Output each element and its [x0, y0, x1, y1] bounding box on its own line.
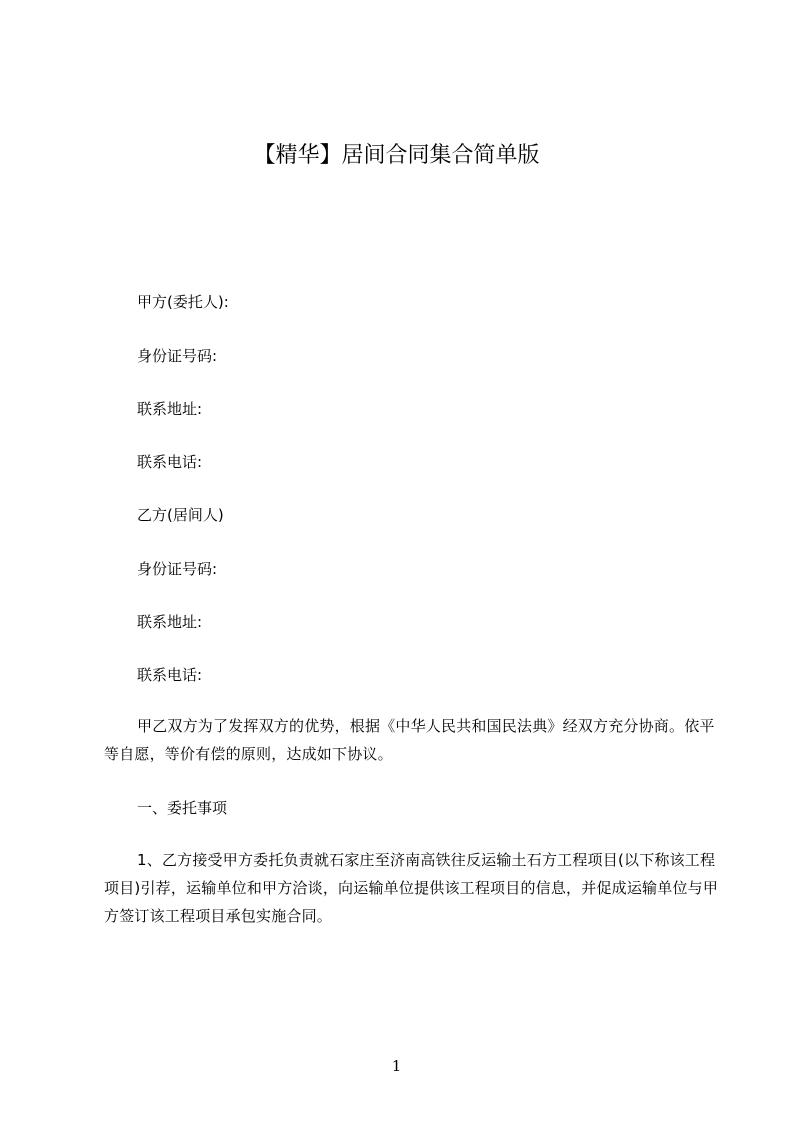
clause-1-paragraph: 1、乙方接受甲方委托负责就石家庄至济南高铁往反运输土石方工程项目(以下称该工程项目)引荐，运输单位和甲方洽谈，向运输单位提供该工程项目的信息，并促成运输单位与甲方签订该工程项目承包实施合同。	[104, 851, 719, 925]
party-a-id-number-label: 身份证号码:	[137, 347, 218, 365]
party-a-label: 甲方(委托人):	[137, 293, 229, 311]
preamble-paragraph: 甲乙双方为了发挥双方的优势，根据《中华人民共和国民法典》经双方充分协商。依平等自愿，等价有偿的原则，达成如下协议。	[104, 717, 715, 763]
party-a-phone-label: 联系电话:	[137, 453, 203, 471]
party-b-label: 乙方(居间人)	[137, 506, 224, 524]
party-b-address-label: 联系地址:	[137, 613, 203, 631]
party-b-phone-label: 联系电话:	[137, 666, 203, 684]
page-number: 1	[391, 1057, 402, 1075]
party-b-id-number-label: 身份证号码:	[137, 560, 218, 578]
section-heading-entrusted-matters: 一、委托事项	[137, 799, 228, 817]
document-title: 【精华】居间合同集合简单版	[253, 143, 540, 168]
party-a-address-label: 联系地址:	[137, 400, 203, 418]
